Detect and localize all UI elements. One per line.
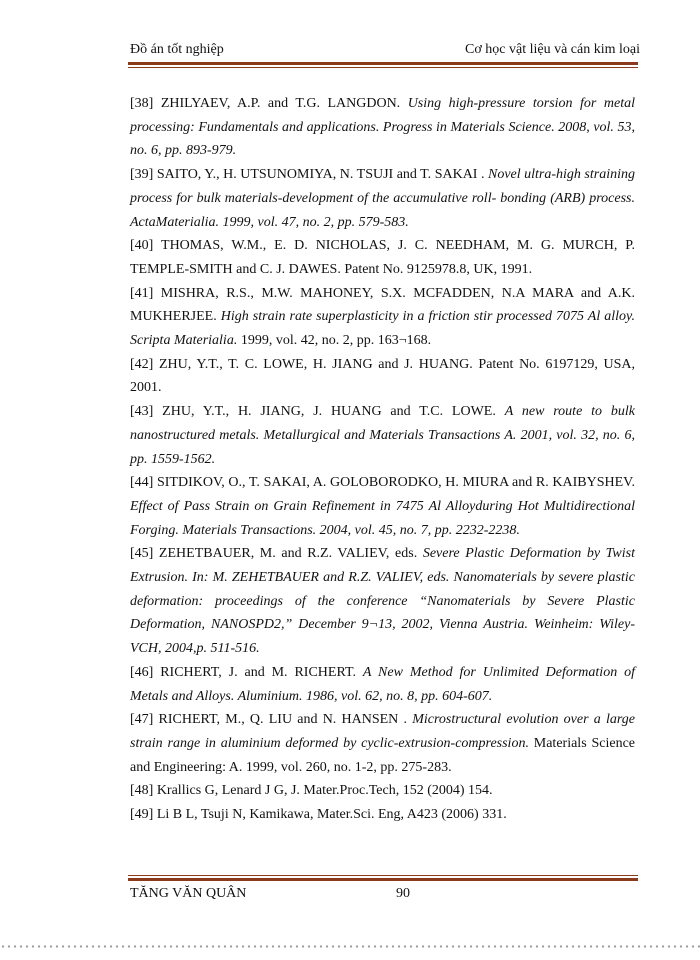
reference-entry — [130, 163, 635, 234]
reference-title-italic: High strain rate superplasticity in a friction stir processed 7075 Al alloy. Scripta Materialia. — [130, 309, 635, 349]
reference-title-italic: Using high-pressure torsion for metal processing: Fundamentals and applications. Progress in Materials Science. 2008, vol. 53, no. 6, pp. 893-979. — [130, 96, 635, 159]
footer-rule-thick — [128, 878, 638, 881]
header-rule-thin — [128, 67, 638, 68]
reference-list — [130, 92, 635, 827]
reference-title-italic: Microstructural evolution over a large strain range in aluminium deformed by cyclic-extrusion-compression. — [130, 712, 635, 751]
reference-text: [46] RICHERT, J. and M. RICHERT. — [130, 664, 363, 680]
reference-entry — [130, 661, 635, 708]
reference-text: [38] ZHILYAEV, A.P. and T.G. LANGDON. — [130, 96, 408, 111]
reference-entry — [130, 400, 635, 471]
reference-text: 1999, vol. 42, no. 2, pp. 163¬168. — [237, 333, 432, 349]
reference-text: [41] MISHRA, R.S., M.W. MAHONEY, S.X. MCFADDEN, N.A MARA and A.K. MUKHERJEE. — [130, 285, 635, 325]
reference-text: [42] ZHU, Y.T., T. C. LOWE, H. JIANG and J. HUANG. Patent No. 6197129, USA, 2001. — [130, 356, 635, 396]
reference-entry — [130, 779, 635, 803]
reference-entry — [130, 234, 635, 281]
reference-title-italic: Effect of Pass Strain on Grain Refinement in 7475 Al Alloyduring Hot Multidirectional Forging. Materials Transactions. 2004, vol. 45, no. 7, pp. 2232-2238. — [130, 498, 635, 538]
reference-title-italic: A New Method for Unlimited Deformation of Metals and Alloys. Aluminium. 1986, vol. 62, no. 8, pp. 604-607. — [130, 664, 635, 704]
reference-entry — [130, 282, 635, 353]
reference-text: Materials Science and Engineering: A. 1999, vol. 260, no. 1-2, pp. 275-283. — [130, 735, 635, 775]
footer-rule-thin — [128, 875, 638, 876]
header-left-title: Đồ án tốt nghiệp — [130, 42, 224, 57]
reference-title-italic: A new route to bulk nanostructured metals. Metallurgical and Materials Transactions A. 2001, vol. 32, no. 6, pp. 1559-1562. — [130, 404, 635, 467]
reference-text: [49] Li B L, Tsuji N, Kamikawa, Mater.Sci. Eng, A423 (2006) 331. — [130, 807, 507, 823]
reference-entry — [130, 708, 635, 779]
reference-text: [45] ZEHETBAUER, M. and R.Z. VALIEV, eds. — [130, 546, 423, 562]
page-bottom-dotted-edge — [0, 945, 700, 948]
reference-text: [40] THOMAS, W.M., E. D. NICHOLAS, J. C. NEEDHAM, M. G. MURCH, P. TEMPLE-SMITH and C. J. DAWES. Patent No. 9125978.8, UK, 1991. — [130, 238, 635, 277]
footer-author: TĂNG VĂN QUÂN — [130, 886, 247, 901]
reference-entry — [130, 353, 635, 400]
page-number: 90 — [396, 886, 410, 901]
reference-entry — [130, 803, 635, 827]
reference-text: [43] ZHU, Y.T., H. JIANG, J. HUANG and T.C. LOWE. — [130, 404, 505, 420]
reference-entry — [130, 92, 635, 163]
reference-title-italic: Severe Plastic Deformation by Twist Extrusion. In: M. ZEHETBAUER and R.Z. VALIEV, eds. Nanomaterials by severe plastic deformation: proceedings of the conference “Nanomaterials by Severe Plastic Deformation, NANOSPD2,” December 9¬13, 2002, Vienna Austria. Weinheim: Wiley-VCH, 2004,p. 511-516. — [130, 546, 635, 657]
reference-title-italic: Novel ultra-high straining process for bulk materials-development of the accumulative roll- bonding (ARB) process. ActaMaterialia. 1999, vol. 47, no. 2, pp. 579-583. — [130, 167, 635, 230]
reference-text: [39] SAITO, Y., H. UTSUNOMIYA, N. TSUJI and T. SAKAI . — [130, 167, 488, 183]
reference-text: [47] RICHERT, M., Q. LIU and N. HANSEN . — [130, 712, 413, 728]
reference-entry — [130, 542, 635, 661]
reference-entry — [130, 471, 635, 542]
header-right-title: Cơ học vật liệu và cán kim loại — [465, 42, 640, 57]
header-rule-thick — [128, 62, 638, 65]
reference-text: [44] SITDIKOV, O., T. SAKAI, A. GOLOBORODKO, H. MIURA and R. KAIBYSHEV. — [130, 475, 635, 491]
reference-text: [48] Krallics G, Lenard J G, J. Mater.Proc.Tech, 152 (2004) 154. — [130, 783, 493, 799]
